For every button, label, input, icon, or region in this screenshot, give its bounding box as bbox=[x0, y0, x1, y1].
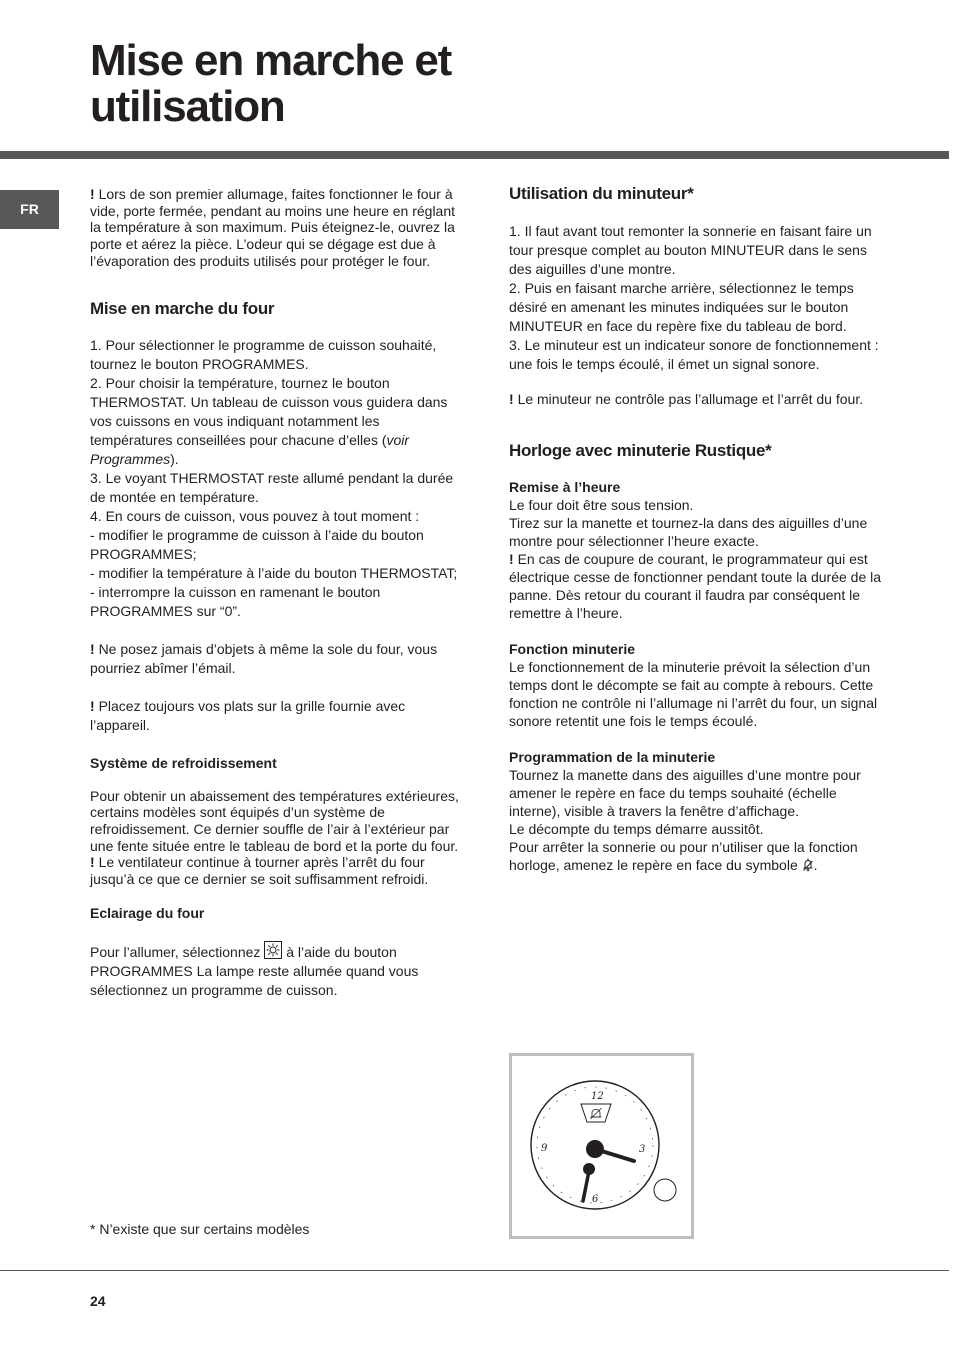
intro-paragraph bbox=[90, 186, 464, 270]
clock-illustration bbox=[509, 1053, 694, 1239]
intro-text: Lors de son premier allumage, faites fonctionner le four à vide, porte fermée, pendant au moins une heure en réglant la température à son maximum. Puis éteignez-le, ouvrez la porte et aérez la pièce. L’odeur qui se dégage est due à l’évaporation des produits utilisés pour protéger le four. bbox=[90, 186, 456, 269]
warning-enamel bbox=[90, 640, 464, 678]
step-2-end: ). bbox=[170, 450, 179, 467]
page-title-line-1: Mise en marche et bbox=[90, 36, 452, 85]
timer-function-paragraph: Le fonctionnement de la minuterie prévoit la sélection d’un temps dont le décompte se fait au compte à rebours. Cette fonction ne contrôle ni l’allumage ni l’arrêt du four, un signal sonore retentit une fois le temps écoulé. bbox=[509, 658, 878, 729]
heading-cooling: Système de refroidissement bbox=[90, 754, 277, 771]
set-time-line-1: Le four doit être sous tension. bbox=[509, 496, 694, 513]
clock-number-6: 6 bbox=[592, 1194, 599, 1205]
clock-number-12: 12 bbox=[591, 1091, 604, 1102]
footnote: * N’existe que sur certains modèles bbox=[90, 1221, 310, 1237]
timer-warning-text: Le minuteur ne contrôle pas l’allumage et l’arrêt du four. bbox=[517, 391, 864, 407]
bell-crossed-icon bbox=[802, 858, 814, 876]
clock-number-3: 3 bbox=[639, 1144, 646, 1155]
language-tab: FR bbox=[0, 190, 59, 229]
step-4b: - modifier la température à l’aide du bouton THERMOSTAT; bbox=[90, 564, 458, 581]
light-text-start: Pour l’allumer, sélectionnez bbox=[90, 943, 261, 960]
timer-steps bbox=[509, 222, 884, 374]
step-1: 1. Pour sélectionner le programme de cuisson souhaité, tournez le bouton PROGRAMMES. bbox=[90, 336, 437, 372]
timer-warning bbox=[509, 391, 884, 408]
step-4a: - modifier le programme de cuisson à l’aide du bouton PROGRAMMES; bbox=[90, 526, 424, 562]
warning-mark: ! bbox=[90, 640, 95, 657]
light-text-end: à l’aide du bouton PROGRAMMES La lampe reste allumée quand vous sélectionnez un programme de cuisson. bbox=[90, 943, 419, 998]
set-time-line-2: Tirez sur la manette et tournez-la dans des aiguilles d’une montre pour sélectionner l’heure exacte. bbox=[509, 514, 868, 549]
top-divider bbox=[0, 151, 949, 159]
programming-line-3-end: . bbox=[813, 856, 818, 873]
programming-line-2: Le décompte du temps démarre aussitôt. bbox=[509, 820, 764, 837]
timer-step-1: 1. Il faut avant tout remonter la sonnerie en faisant faire un tour presque complet au bouton MINUTEUR dans le sens des aiguilles d’une montre. bbox=[509, 223, 872, 277]
page-number: 24 bbox=[90, 1293, 106, 1309]
step-2-reference: voir Programmes bbox=[90, 431, 410, 467]
step-2 bbox=[90, 374, 464, 469]
clock-number-9: 9 bbox=[541, 1143, 548, 1154]
programming-line-1: Tournez la manette dans des aiguilles d’une montre pour amener le repère en face du temps souhaité (échelle interne), visible à travers la fenêtre d’affichage. bbox=[509, 766, 861, 819]
set-time-warning-text: En cas de coupure de courant, le programmateur qui est électrique cesse de fonctionner pendant toute la durée de la panne. Dès retour du courant il faudra par conséquent le remettre à l’heure. bbox=[509, 550, 882, 621]
page-title-line-2: utilisation bbox=[90, 82, 285, 131]
warning-mark: ! bbox=[509, 550, 514, 567]
warning-grill-text: Placez toujours vos plats sur la grille fournie avec l’appareil. bbox=[90, 697, 406, 733]
step-4c: - interrompre la cuisson en ramenant le bouton PROGRAMMES sur “0”. bbox=[90, 583, 381, 619]
warning-mark: ! bbox=[90, 697, 95, 714]
clock-bell-crossed-icon bbox=[591, 1108, 602, 1119]
bottom-divider bbox=[0, 1270, 949, 1271]
warning-mark: ! bbox=[90, 854, 95, 871]
left-column bbox=[90, 186, 464, 1000]
heading-set-time: Remise à l’heure bbox=[509, 478, 621, 495]
warning-grill bbox=[90, 697, 464, 735]
page-title bbox=[90, 38, 690, 130]
clock-drawing bbox=[512, 1056, 691, 1236]
step-4: 4. En cours de cuisson, vous pouvez à tout moment : bbox=[90, 507, 420, 524]
timer-step-2: 2. Puis en faisant marche arrière, sélectionnez le temps désiré en amenant les minutes indiquées sur le bouton MINUTEUR en face du repère fixe du tableau de bord. bbox=[509, 280, 854, 334]
heading-timer: Utilisation du minuteur* bbox=[509, 184, 694, 203]
clock-knob[interactable] bbox=[654, 1179, 676, 1201]
cooling-warning bbox=[90, 854, 464, 887]
heading-clock: Horloge avec minuterie Rustique* bbox=[509, 440, 772, 460]
warning-mark: ! bbox=[509, 391, 514, 407]
programming-line-3 bbox=[509, 838, 884, 876]
heading-light: Eclairage du four bbox=[90, 904, 205, 921]
set-time-warning bbox=[509, 550, 884, 622]
cooling-paragraph: Pour obtenir un abaissement des températures extérieures, certains modèles sont équipés d’un système de refroidissement. Ce dernier souffle de l’air à l’extérieur par une fente située entre le tableau de bord et la porte du four. bbox=[90, 787, 459, 854]
clock-timer-hub bbox=[583, 1163, 595, 1175]
right-column bbox=[509, 183, 884, 876]
heading-start-oven: Mise en marche du four bbox=[90, 298, 275, 318]
timer-step-3: 3. Le minuteur est un indicateur sonore de fonctionnement : une fois le temps écoulé, il émet un signal sonore. bbox=[509, 337, 879, 372]
oven-light-icon bbox=[264, 941, 282, 959]
warning-enamel-text: Ne posez jamais d’objets à même la sole du four, vous pourriez abîmer l’émail. bbox=[90, 640, 438, 676]
warning-mark: ! bbox=[90, 186, 95, 202]
start-steps bbox=[90, 336, 464, 621]
programming-line-3-text: Pour arrêter la sonnerie ou pour n’utiliser que la fonction horloge, amenez le repère en face du symbole bbox=[509, 838, 858, 873]
step-2-text: 2. Pour choisir la température, tournez le bouton THERMOSTAT. Un tableau de cuisson vous guidera dans vos cuissons en vous indiquant notamment les températures conseillées pour chacune d’elles ( bbox=[90, 374, 448, 448]
step-3: 3. Le voyant THERMOSTAT reste allumé pendant la durée de montée en température. bbox=[90, 469, 454, 505]
heading-timer-programming: Programmation de la minuterie bbox=[509, 748, 716, 765]
cooling-warning-text: Le ventilateur continue à tourner après l’arrêt du four jusqu’à ce que ce dernier se soit suffisamment refroidi. bbox=[90, 854, 429, 888]
light-paragraph bbox=[90, 941, 464, 1000]
clock-center-hub bbox=[586, 1140, 604, 1158]
heading-timer-function: Fonction minuterie bbox=[509, 640, 635, 657]
